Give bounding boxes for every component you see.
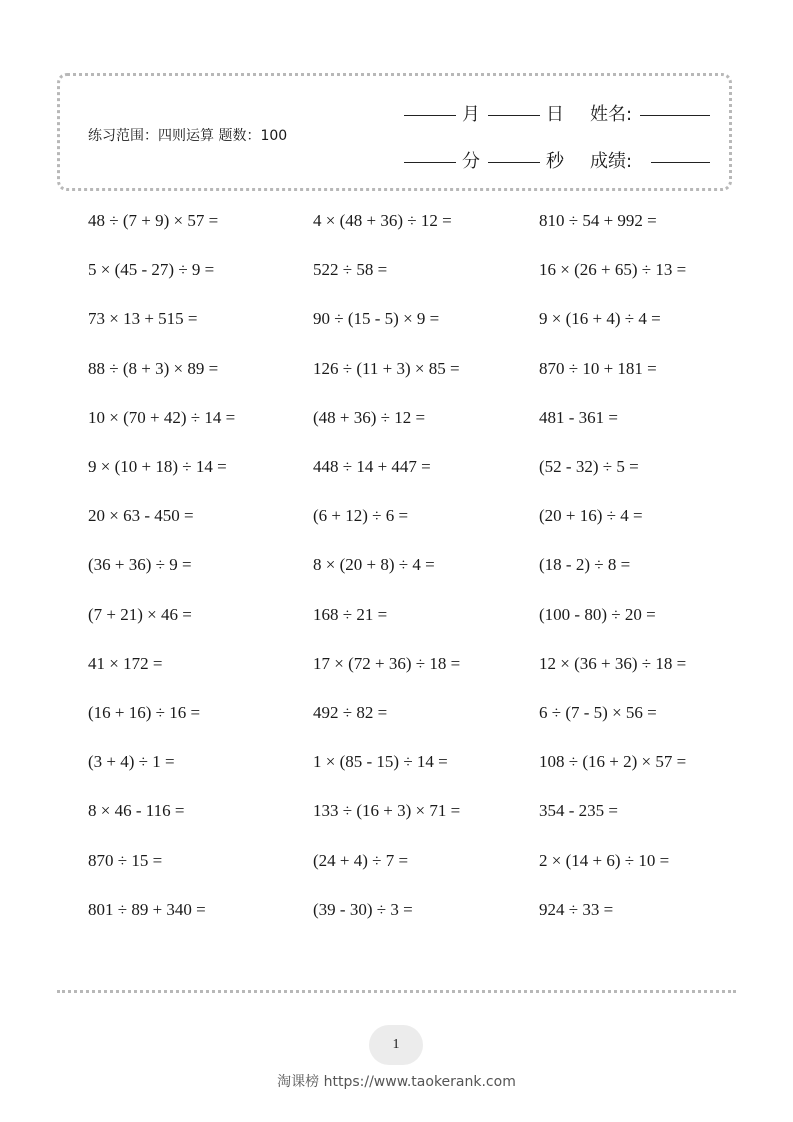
problem-item: 870 ÷ 15 = [88,850,163,870]
name-blank[interactable] [640,115,710,116]
score-label: 成绩: [590,151,633,172]
problem-item: 5 × (45 - 27) ÷ 9 = [88,260,215,280]
day-blank[interactable] [488,115,540,116]
problem-item: 6 ÷ (7 - 5) × 56 = [539,703,657,722]
problem-item: (6 + 12) ÷ 6 = [313,506,409,526]
problem-item: 48 ÷ (7 + 9) × 57 = [88,211,219,230]
problem-item: (36 + 36) ÷ 9 = [88,555,192,575]
site-url: 淘课榜 https://www.taokerank.com [277,1074,516,1090]
minute-blank[interactable] [404,162,456,163]
problem-item: (16 + 16) ÷ 16 = [88,703,201,722]
problem-item: 870 ÷ 10 + 181 = [539,358,657,378]
problem-item: (20 + 16) ÷ 4 = [539,506,643,526]
problem-item: 2 × (14 + 6) ÷ 10 = [539,850,670,870]
problem-item: (7 + 21) × 46 = [88,604,192,624]
problem-item: (18 - 2) ÷ 8 = [539,555,631,575]
problem-item: 12 × (36 + 36) ÷ 18 = [539,653,687,673]
problem-item: 73 × 13 + 515 = [88,309,198,329]
footer-divider [57,990,736,993]
problem-item: 448 ÷ 14 + 447 = [313,457,431,476]
practice-scope: 练习范围：四则运算 题数：100 [88,128,288,144]
problem-item: (52 - 32) ÷ 5 = [539,457,639,476]
problem-item: (100 - 80) ÷ 20 = [539,604,656,624]
problem-item: 133 ÷ (16 + 3) × 71 = [313,801,461,821]
problem-item: 481 - 361 = [539,407,618,427]
problem-item: 16 × (26 + 65) ÷ 13 = [539,260,687,280]
problem-item: 9 × (10 + 18) ÷ 14 = [88,457,227,476]
problem-item: (39 - 30) ÷ 3 = [313,899,413,919]
problem-item: 108 ÷ (16 + 2) × 57 = [539,752,687,772]
page-number: 1 [369,1025,423,1065]
problem-item: 41 × 172 = [88,653,163,673]
month-label: 月 [462,104,480,125]
problem-item: 88 ÷ (8 + 3) × 89 = [88,358,219,378]
problem-item: 1 × (85 - 15) ÷ 14 = [313,752,448,772]
problem-item: 924 ÷ 33 = [539,899,614,919]
problem-item: 8 × (20 + 8) ÷ 4 = [313,555,435,575]
problem-item: 90 ÷ (15 - 5) × 9 = [313,309,440,329]
problem-item: 10 × (70 + 42) ÷ 14 = [88,407,236,427]
problem-item: (48 + 36) ÷ 12 = [313,407,426,427]
problem-item: 522 ÷ 58 = [313,260,388,280]
second-blank[interactable] [488,162,540,163]
problem-item: 168 ÷ 21 = [313,604,388,624]
second-label: 秒 [546,151,564,172]
problem-item: 354 - 235 = [539,801,618,821]
problem-item: 492 ÷ 82 = [313,703,388,722]
name-label: 姓名: [590,104,633,125]
minute-label: 分 [462,151,480,172]
problem-item: 17 × (72 + 36) ÷ 18 = [313,653,461,673]
problem-item: 8 × 46 - 116 = [88,801,185,821]
problem-item: 810 ÷ 54 + 992 = [539,211,657,230]
day-label: 日 [546,104,564,125]
month-blank[interactable] [404,115,456,116]
problem-item: 801 ÷ 89 + 340 = [88,899,206,919]
problem-item: 9 × (16 + 4) ÷ 4 = [539,309,661,329]
problem-item: (3 + 4) ÷ 1 = [88,752,175,772]
problem-item: 20 × 63 - 450 = [88,506,194,526]
problem-item: 126 ÷ (11 + 3) × 85 = [313,358,460,378]
problem-item: (24 + 4) ÷ 7 = [313,850,409,870]
problem-item: 4 × (48 + 36) ÷ 12 = [313,211,452,230]
score-blank[interactable] [651,162,710,163]
